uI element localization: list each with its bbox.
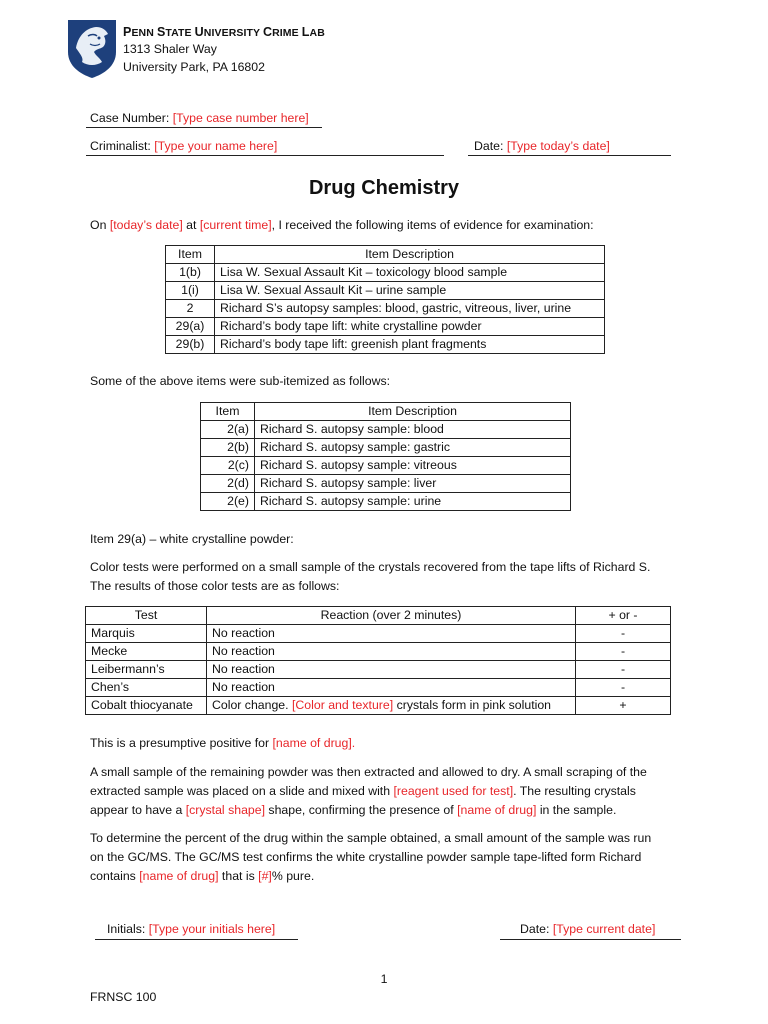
item-29a-heading: Item 29(a) – white crystalline powder: [90, 532, 294, 546]
initials-label: Initials: [107, 922, 146, 936]
today-date-placeholder[interactable]: [today’s date] [109, 218, 183, 232]
description-cell: Richard S. autopsy sample: gastric [255, 439, 571, 457]
description-cell: Lisa W. Sexual Assault Kit – toxicology blood sample [215, 264, 605, 282]
item-cell: 1(b) [166, 264, 215, 282]
table-row [201, 421, 571, 439]
sign-cell: - [576, 625, 671, 643]
test-cell: Marquis [86, 625, 207, 643]
drug-name-placeholder[interactable]: [name of drug] [139, 869, 219, 883]
table-row [86, 625, 671, 643]
item-cell: 2 [166, 300, 215, 318]
table-row [86, 661, 671, 679]
course-code: FRNSC 100 [90, 990, 157, 1004]
signoff-date-label: Date: [520, 922, 550, 936]
sub-item-table [200, 402, 571, 511]
date-field[interactable] [474, 139, 610, 153]
header-item: Item [166, 246, 215, 264]
signoff-date-field[interactable] [520, 922, 655, 936]
evidence-table [165, 245, 605, 354]
sign-cell: - [576, 661, 671, 679]
description-cell: Richard’s body tape lift: greenish plant fragments [215, 336, 605, 354]
drug-name-placeholder[interactable]: [name of drug]. [272, 736, 356, 750]
intro-paragraph: On [today’s date] at [current time], I received the following items of evidence for examination: [90, 218, 594, 232]
table-row [86, 697, 671, 715]
lab-name: PENN STATE UNIVERSITY CRIME LAB [123, 25, 325, 39]
table-row [86, 679, 671, 697]
criminalist-underline [86, 155, 444, 156]
description-cell: Richard S. autopsy sample: blood [255, 421, 571, 439]
table-row [166, 300, 605, 318]
signoff-date-underline [500, 939, 681, 940]
address-line-2: University Park, PA 16802 [123, 60, 265, 74]
test-cell: Leibermann’s [86, 661, 207, 679]
item-cell: 1(i) [166, 282, 215, 300]
test-cell: Chen’s [86, 679, 207, 697]
sign-cell: + [576, 697, 671, 715]
description-cell: Richard S. autopsy sample: vitreous [255, 457, 571, 475]
drug-name-placeholder[interactable]: [name of drug] [457, 803, 537, 817]
reaction-cell: No reaction [207, 643, 576, 661]
test-cell: Cobalt thiocyanate [86, 697, 207, 715]
item-cell: 2(a) [201, 421, 255, 439]
sub-itemized-intro: Some of the above items were sub-itemized as follows: [90, 374, 391, 388]
crystal-test-paragraph: A small sample of the remaining powder was then extracted and allowed to dry. A small scraping of the extracted sample was placed on a slide and mixed with [reagent used for test]. The resulting crystals appear to have a [crystal shape] shape, confirming the presence of [name of drug] in the sample. [90, 765, 647, 817]
table-row [166, 336, 605, 354]
description-cell: Richard S’s autopsy samples: blood, gastric, vitreous, liver, urine [215, 300, 605, 318]
case-number-underline [86, 127, 322, 128]
sign-cell: - [576, 679, 671, 697]
page-number: 1 [380, 972, 388, 986]
color-test-table [85, 606, 671, 715]
header-reaction: Reaction (over 2 minutes) [207, 607, 576, 625]
table-row [201, 439, 571, 457]
test-cell: Mecke [86, 643, 207, 661]
table-header-row [201, 403, 571, 421]
header-description: Item Description [255, 403, 571, 421]
case-number-label: Case Number: [90, 111, 170, 125]
color-texture-placeholder[interactable]: [Color and texture] [291, 698, 394, 712]
initials-underline [95, 939, 298, 940]
address-line-1: 1313 Shaler Way [123, 42, 217, 56]
presumptive-paragraph: This is a presumptive positive for [name of drug]. [90, 736, 356, 750]
date-label: Date: [474, 139, 504, 153]
description-cell: Lisa W. Sexual Assault Kit – urine sample [215, 282, 605, 300]
table-row [86, 643, 671, 661]
item-cell: 2(b) [201, 439, 255, 457]
table-row [166, 264, 605, 282]
item-cell: 29(a) [166, 318, 215, 336]
case-number-placeholder[interactable]: [Type case number here] [172, 111, 309, 125]
table-header-row [166, 246, 605, 264]
table-row [201, 475, 571, 493]
header-test: Test [86, 607, 207, 625]
item-cell: 2(c) [201, 457, 255, 475]
table-row [201, 457, 571, 475]
nittany-lion-shield-icon [66, 18, 118, 80]
header-description: Item Description [215, 246, 605, 264]
reagent-placeholder[interactable]: [reagent used for test] [393, 784, 514, 798]
crystal-shape-placeholder[interactable]: [crystal shape] [185, 803, 266, 817]
item-cell: 2(e) [201, 493, 255, 511]
criminalist-placeholder[interactable]: [Type your name here] [154, 139, 278, 153]
page-title: Drug Chemistry [308, 177, 460, 199]
table-row [201, 493, 571, 511]
signoff-date-placeholder[interactable]: [Type current date] [552, 922, 656, 936]
reaction-cell: No reaction [207, 661, 576, 679]
purity-placeholder[interactable]: [#] [258, 869, 272, 883]
description-cell: Richard S. autopsy sample: urine [255, 493, 571, 511]
gcms-paragraph: To determine the percent of the drug within the sample obtained, a small amount of the sample was run on the GC/MS. The GC/MS test confirms the white crystalline powder sample tape-lifted form Richard contains [name of drug] that is [#]% pure. [90, 831, 652, 883]
criminalist-label: Criminalist: [90, 139, 151, 153]
reaction-cell: No reaction [207, 679, 576, 697]
date-placeholder[interactable]: [Type today’s date] [506, 139, 610, 153]
item-cell: 29(b) [166, 336, 215, 354]
item-cell: 2(d) [201, 475, 255, 493]
date-underline [468, 155, 671, 156]
criminalist-field[interactable] [90, 139, 277, 153]
description-cell: Richard’s body tape lift: white crystalline powder [215, 318, 605, 336]
reaction-cell: No reaction [207, 625, 576, 643]
table-row [166, 318, 605, 336]
sign-cell: - [576, 643, 671, 661]
color-tests-intro: Color tests were performed on a small sample of the crystals recovered from the tape lifts of Richard S. The results of those color tests are as follows: [90, 560, 651, 593]
reaction-cell: Color change. [Color and texture] crystals form in pink solution [207, 697, 576, 715]
header-item: Item [201, 403, 255, 421]
header-sign: + or - [576, 607, 671, 625]
initials-field[interactable] [107, 922, 275, 936]
table-header-row [86, 607, 671, 625]
current-time-placeholder[interactable]: [current time] [199, 218, 272, 232]
description-cell: Richard S. autopsy sample: liver [255, 475, 571, 493]
table-row [166, 282, 605, 300]
initials-placeholder[interactable]: [Type your initials here] [148, 922, 276, 936]
case-number-field[interactable] [90, 111, 309, 125]
